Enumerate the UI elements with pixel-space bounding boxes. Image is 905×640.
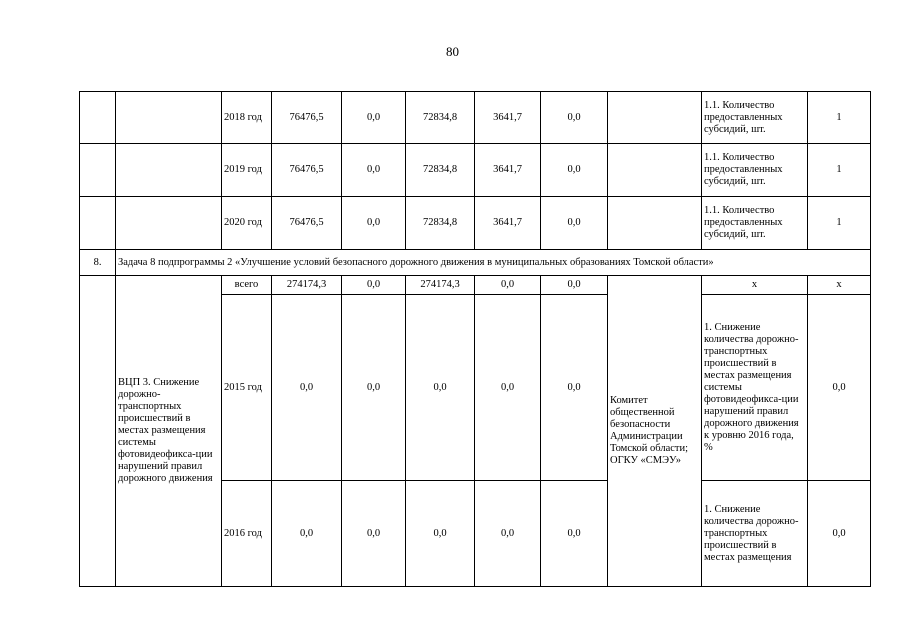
task-row: [80, 250, 871, 276]
row-number-cell: [80, 92, 116, 144]
indicator-cell: х: [702, 276, 808, 295]
measure-name-cell: [116, 197, 222, 250]
indicator-value-cell: х: [808, 276, 871, 295]
funding-cell: 0,0: [342, 481, 406, 587]
table-row: [80, 197, 871, 250]
year-cell: 2018 год: [222, 92, 272, 144]
indicator-value-cell: 1: [808, 144, 871, 197]
indicator-cell: 1.1. Количество предоставленных субсидий, шт.: [702, 92, 808, 144]
indicator-cell: 1.1. Количество предоставленных субсидий, шт.: [702, 144, 808, 197]
task-number: 8.: [80, 250, 116, 276]
funding-cell: 0,0: [406, 481, 475, 587]
vcp-name: ВЦП 3. Снижение дорожно-транспортных происшествий в местах размещения системы фотовидеофикса-ции нарушений правил дорожного движения: [116, 276, 222, 587]
funding-cell: 0,0: [342, 276, 406, 295]
row-number-cell: [80, 276, 116, 587]
executor-cell: [608, 197, 702, 250]
indicator-value-cell: 0,0: [808, 295, 871, 481]
funding-cell: 0,0: [342, 197, 406, 250]
funding-cell: 0,0: [475, 481, 541, 587]
total-cell: 76476,5: [272, 144, 342, 197]
indicator-value-cell: 1: [808, 92, 871, 144]
task-title: Задача 8 подпрограммы 2 «Улучшение условий безопасного дорожного движения в муниципальных образованиях Томской области»: [116, 250, 871, 276]
funding-cell: 3641,7: [475, 92, 541, 144]
total-cell: 76476,5: [272, 92, 342, 144]
row-number-cell: [80, 144, 116, 197]
indicator-cell: 1. Снижение количества дорожно-транспортных происшествий в местах размещения системы фотовидеофикса-ции нарушений правил дорожного движения к уровню 2016 года, %: [702, 295, 808, 481]
funding-cell: 0,0: [541, 144, 608, 197]
funding-cell: 0,0: [475, 276, 541, 295]
funding-cell: 0,0: [342, 144, 406, 197]
funding-cell: 3641,7: [475, 144, 541, 197]
program-table: [79, 91, 871, 587]
funding-cell: 0,0: [541, 481, 608, 587]
measure-name-cell: [116, 144, 222, 197]
row-number-cell: [80, 197, 116, 250]
indicator-value-cell: 0,0: [808, 481, 871, 587]
executor-cell: Комитет общественной безопасности Администрации Томской области; ОГКУ «СМЭУ»: [608, 276, 702, 587]
total-cell: 274174,3: [272, 276, 342, 295]
table-row: [80, 144, 871, 197]
funding-cell: 0,0: [541, 276, 608, 295]
funding-cell: 0,0: [541, 197, 608, 250]
funding-cell: 0,0: [475, 295, 541, 481]
funding-cell: 0,0: [541, 295, 608, 481]
table-row: [80, 276, 871, 295]
year-cell: всего: [222, 276, 272, 295]
executor-cell: [608, 92, 702, 144]
funding-cell: 72834,8: [406, 197, 475, 250]
funding-cell: 72834,8: [406, 144, 475, 197]
funding-cell: 0,0: [541, 92, 608, 144]
funding-cell: 72834,8: [406, 92, 475, 144]
total-cell: 0,0: [272, 481, 342, 587]
page-number: 80: [446, 44, 459, 59]
year-cell: 2019 год: [222, 144, 272, 197]
funding-cell: 0,0: [342, 295, 406, 481]
funding-cell: 0,0: [342, 92, 406, 144]
funding-cell: 3641,7: [475, 197, 541, 250]
total-cell: 0,0: [272, 295, 342, 481]
executor-cell: [608, 144, 702, 197]
year-cell: 2015 год: [222, 295, 272, 481]
total-cell: 76476,5: [272, 197, 342, 250]
indicator-cell: 1.1. Количество предоставленных субсидий, шт.: [702, 197, 808, 250]
funding-cell: 0,0: [406, 295, 475, 481]
table-row: [80, 92, 871, 144]
indicator-value-cell: 1: [808, 197, 871, 250]
year-cell: 2016 год: [222, 481, 272, 587]
indicator-cell: 1. Снижение количества дорожно-транспортных происшествий в местах размещения: [702, 481, 808, 587]
year-cell: 2020 год: [222, 197, 272, 250]
funding-cell: 274174,3: [406, 276, 475, 295]
measure-name-cell: [116, 92, 222, 144]
